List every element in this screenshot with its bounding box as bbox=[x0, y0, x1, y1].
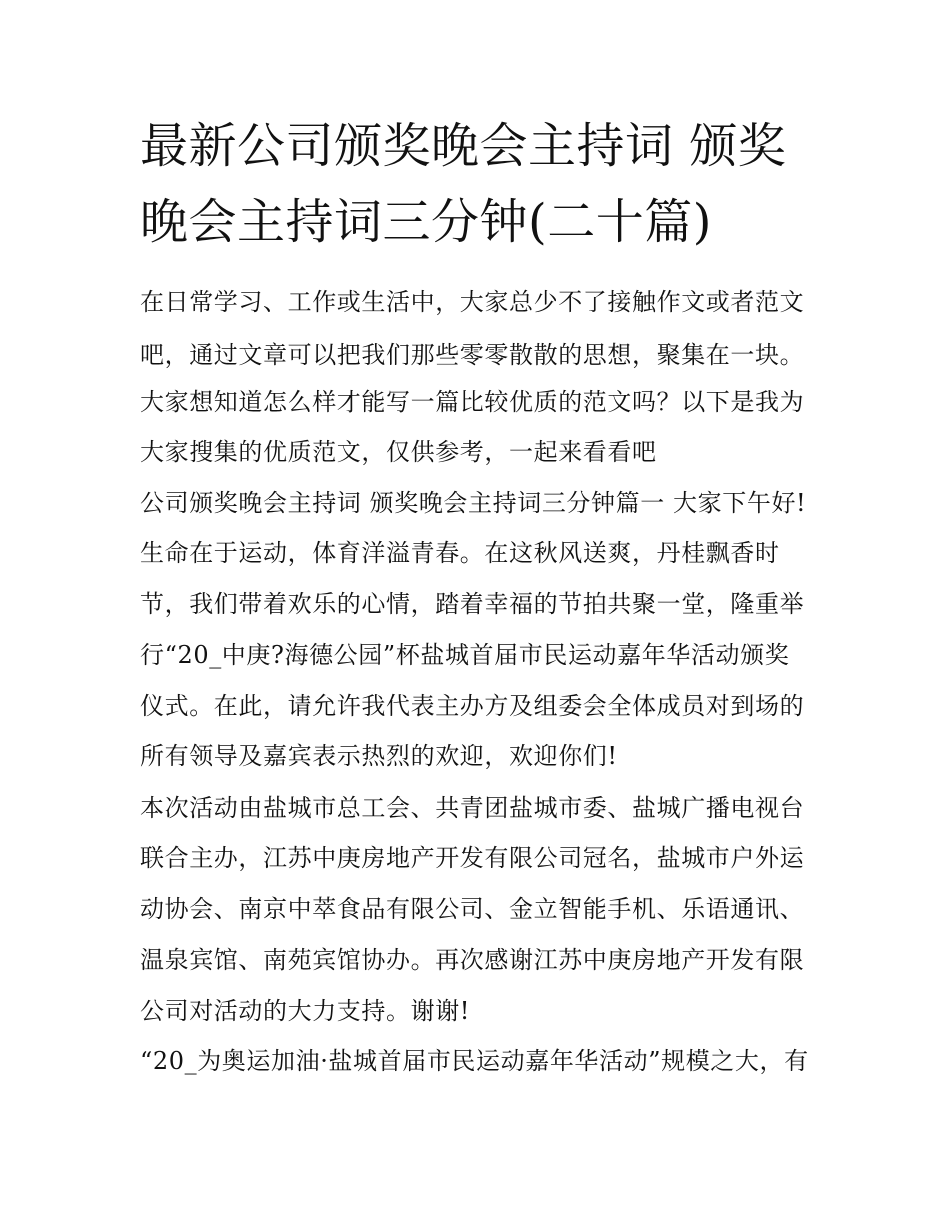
body-line-14: 温泉宾馆、南苑宾馆协办。再次感谢江苏中庚房地产开发有限 bbox=[140, 946, 805, 974]
body-line-1: 在日常学习、工作或生活中，大家总少不了接触作文或者范文 bbox=[140, 288, 805, 316]
body-line-8: 行“20_中庚?海德公园”杯盐城首届市民运动嘉年华活动颁奖 bbox=[140, 641, 790, 669]
body-line-12: 联合主办，江苏中庚房地产开发有限公司冠名，盐城市户外运 bbox=[140, 844, 805, 872]
body-line-7: 节，我们带着欢乐的心情，踏着幸福的节拍共聚一堂，隆重举 bbox=[140, 590, 805, 618]
body-line-16: “20_为奥运加油·盐城首届市民运动嘉年华活动”规模之大，有 bbox=[140, 1047, 809, 1075]
document-title-line-1: 最新公司颁奖晚会主持词 颁奖 bbox=[140, 118, 787, 174]
body-line-13: 动协会、南京中萃食品有限公司、金立智能手机、乐语通讯、 bbox=[140, 895, 805, 923]
document-title-line-2: 晚会主持词三分钟(二十篇) bbox=[140, 194, 712, 250]
body-line-9: 仪式。在此，请允许我代表主办方及组委会全体成员对到场的 bbox=[140, 692, 805, 720]
body-line-11: 本次活动由盐城市总工会、共青团盐城市委、盐城广播电视台 bbox=[140, 794, 805, 822]
body-line-15: 公司对活动的大力支持。谢谢! bbox=[140, 997, 471, 1025]
body-line-10: 所有领导及嘉宾表示热烈的欢迎，欢迎你们! bbox=[140, 742, 618, 770]
body-line-6: 生命在于运动，体育洋溢青春。在这秋风送爽，丹桂飘香时 bbox=[140, 539, 780, 567]
body-line-4: 大家搜集的优质范文，仅供参考，一起来看看吧 bbox=[140, 438, 657, 466]
body-line-2: 吧，通过文章可以把我们那些零零散散的思想，聚集在一块。 bbox=[140, 341, 805, 369]
body-line-3: 大家想知道怎么样才能写一篇比较优质的范文吗？以下是我为 bbox=[140, 388, 805, 416]
body-line-5: 公司颁奖晚会主持词 颁奖晚会主持词三分钟篇一 大家下午好! bbox=[140, 489, 807, 517]
